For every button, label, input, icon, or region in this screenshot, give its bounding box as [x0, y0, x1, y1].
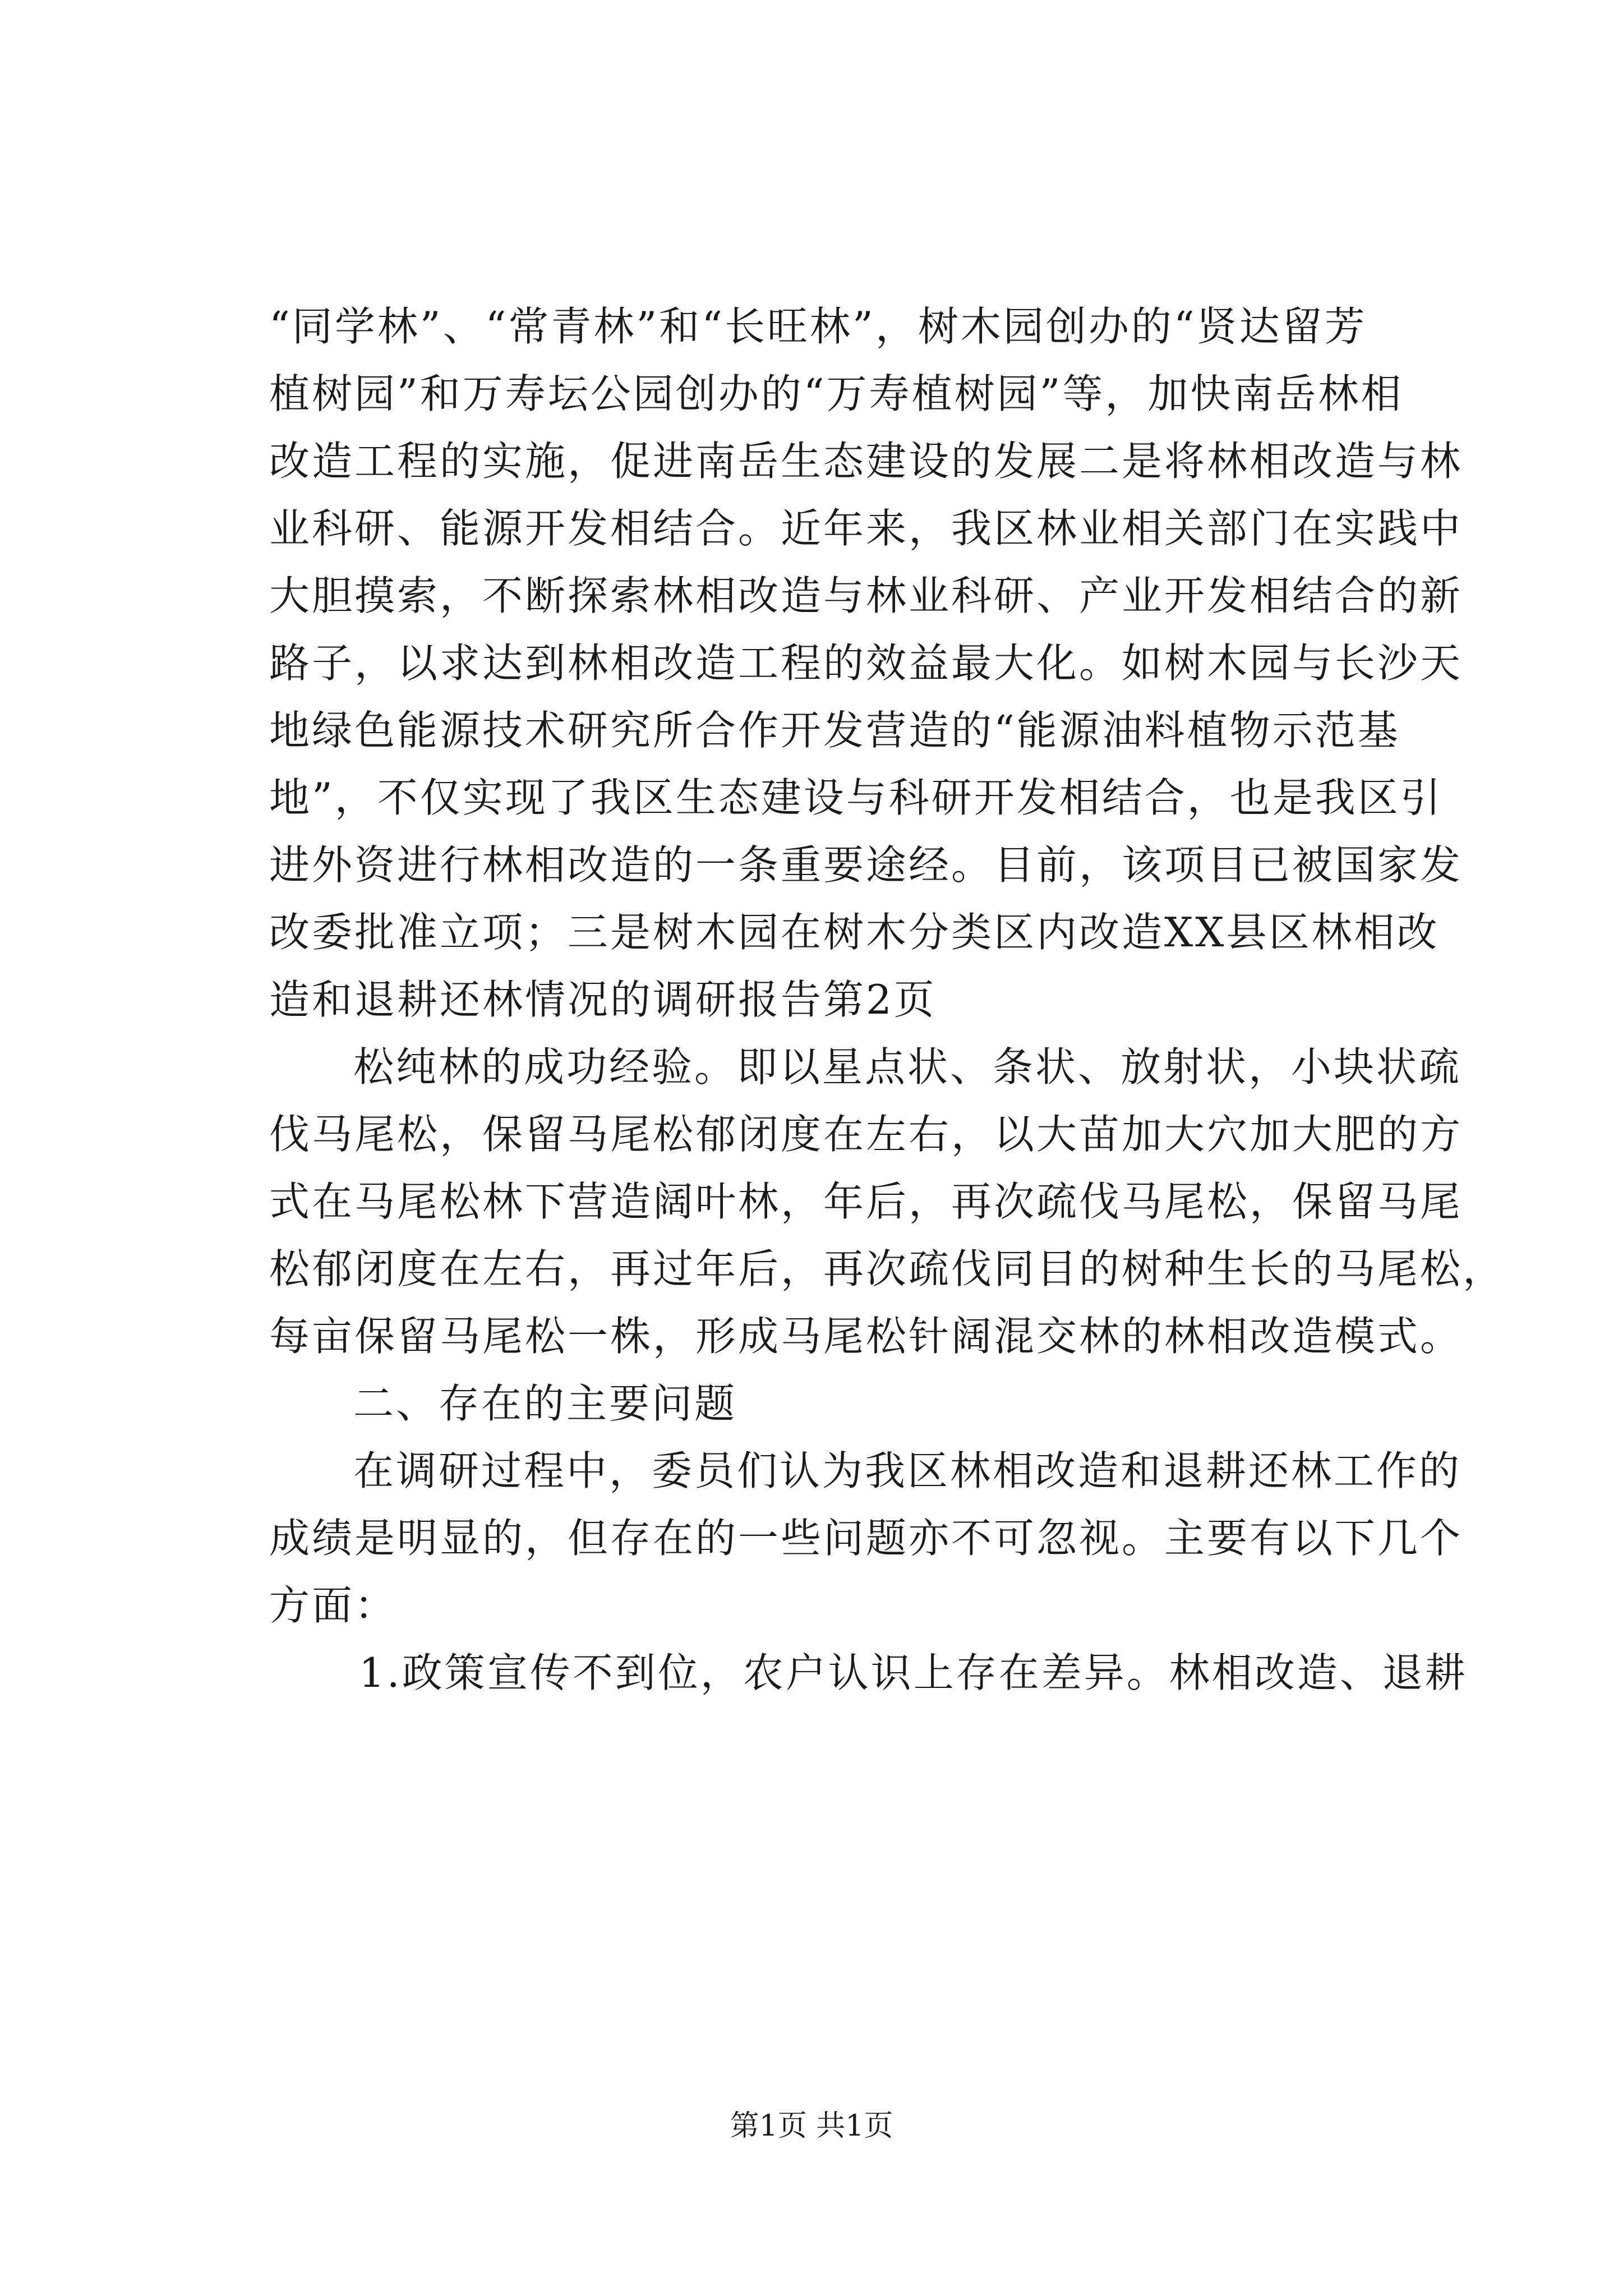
paragraph-first-line: 松纯林的成功经验。即以星点状、条状、放射状，小块状疏	[353, 1043, 1462, 1091]
page-footer: 第1页 共1页	[730, 2109, 893, 2143]
paragraph-first-line: 在调研过程中，委员们认为我区林相改造和退耕还林工作的	[353, 1447, 1462, 1494]
list-item-first-line: 1.政策宣传不到位，农户认识上存在差异。林相改造、退耕	[359, 1649, 1468, 1696]
text-line: 路子，以求达到林相改造工程的效益最大化。如树木园与长沙天	[269, 639, 1463, 687]
text-line: 式在马尾松林下营造阔叶林，年后，再次疏伐马尾松，保留马尾	[269, 1178, 1463, 1225]
text-line: 伐马尾松，保留马尾松郁闭度在左右，以大苗加大穴加大肥的方	[269, 1111, 1463, 1158]
text-line: 改造工程的实施，促进南岳生态建设的发展二是将林相改造与林	[269, 438, 1463, 485]
text-line: 每亩保留马尾松一株，形成马尾松针阔混交林的林相改造模式。	[269, 1313, 1463, 1360]
text-line: 业科研、能源开发相结合。近年来，我区林业相关部门在实践中	[269, 505, 1463, 552]
text-line: 地绿色能源技术研究所合作开发营造的“能源油料植物示范基	[269, 707, 1400, 754]
text-line: 松郁闭度在左右，再过年后，再次疏伐同目的树种生长的马尾松，	[269, 1245, 1506, 1292]
text-line: 进外资进行林相改造的一条重要途经。目前，该项目已被国家发	[269, 841, 1463, 889]
section-heading: 二、存在的主要问题	[353, 1380, 737, 1427]
text-line: 地”，不仅实现了我区生态建设与科研开发相结合，也是我区引	[269, 774, 1443, 821]
text-line: 大胆摸索，不断探索林相改造与林业科研、产业开发相结合的新	[269, 572, 1463, 619]
text-line: 植树园”和万寿坛公园创办的“万寿植树园”等，加快南岳林相	[269, 370, 1404, 417]
text-line: 改委批准立项；三是树木园在树木分类区内改造XX县区林相改	[269, 909, 1440, 956]
text-line: 方面：	[269, 1582, 398, 1629]
text-line: 成绩是明显的，但存在的一些问题亦不可忽视。主要有以下几个	[269, 1515, 1463, 1562]
text-line: “同学林”、“常青林”和“长旺林”，树木园创办的“贤达留芳	[269, 303, 1367, 350]
text-line: 造和退耕还林情况的调研报告第2页	[269, 976, 937, 1023]
